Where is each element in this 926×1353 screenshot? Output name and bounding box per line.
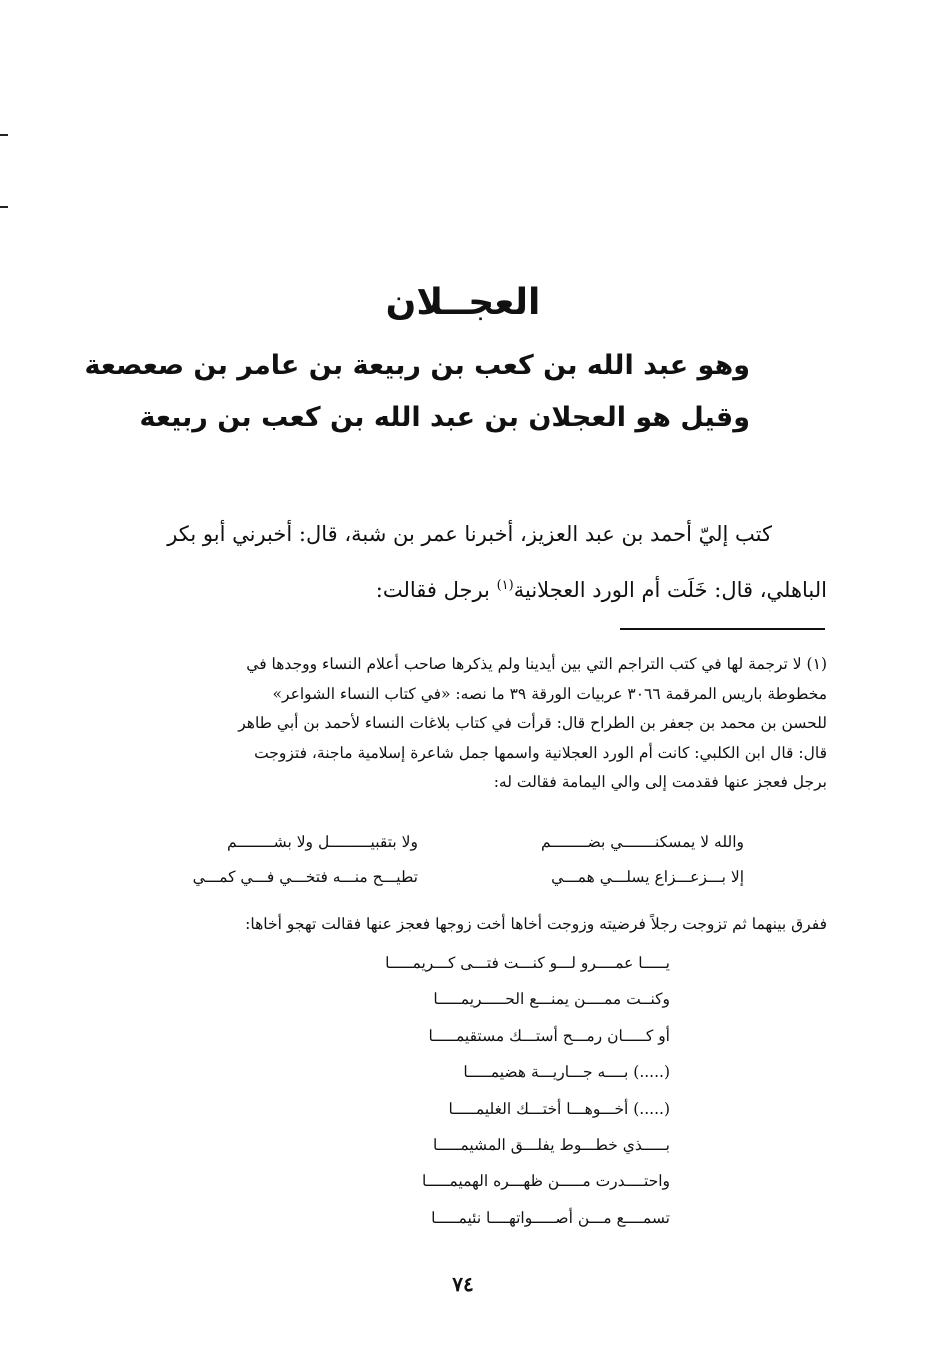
page-number: ٧٤ <box>452 1272 474 1296</box>
chapter-subtitle-line: وهو عبد الله بن كعب بن ربيعة بن عامر بن صعصعة <box>84 350 750 381</box>
footnote-line: (١) لا ترجمة لها في كتب التراجم التي بين أيدينا ولم يذكرها صاحب أعلام النساء ووجدها في <box>246 655 827 673</box>
footnote <box>75 650 827 798</box>
body-line <box>75 560 827 612</box>
footnote-line: مخطوطة باريس المرقمة ٣٠٦٦ عربيات الورقة ٣٩ ما نصه: «في كتاب النساء الشواعر» <box>272 684 827 703</box>
footnote-continuation <box>75 910 827 940</box>
chapter-title: العجــلان <box>385 282 541 323</box>
verse-first-hemistich: إلا بـــزعـــزاع يسلـــي همـــي <box>551 868 744 886</box>
poem-line: بـــــذي خطـــوط يفلـــق المشيمـــــا <box>432 1135 670 1154</box>
poem-line: أو كـــــان رمـــح أستـــك مستقيمـــــا <box>428 1026 670 1045</box>
body-paragraph <box>75 508 827 612</box>
margin-mark <box>0 206 8 208</box>
poem-line: واحتــــدرت مـــــن ظهـــره الهميمـــــا <box>422 1172 670 1191</box>
verse-second-hemistich: تطيـــح منـــه فتخـــي فـــي كمـــي <box>192 868 418 886</box>
verse-second-hemistich: ولا بتقبيـــــــــل ولا بشــــــــم <box>226 833 418 851</box>
body-line: كتب إليّ أحمد بن عبد العزيز، أخبرنا عمر بن شبة، قال: أخبرني أبو بكر <box>167 522 772 546</box>
footnote-line: قال: قال ابن الكلبي: كانت أم الورد العجلانية واسمها جمل شاعرة إسلامية ماجنة، فتزوجت <box>254 743 827 762</box>
verse-first-hemistich: والله لا يمسكنـــــــي بضــــــــم <box>540 833 744 851</box>
poem <box>200 945 670 1236</box>
poem-line: (.....) أخـــوهـــا أختـــك الغليمـــــا <box>448 1099 670 1118</box>
footnote-separator <box>620 628 825 630</box>
poem-line: يـــــا عمــــرو لـــو كنـــت فتـــى كـــريمـــــا <box>385 954 670 972</box>
poem-line: (.....) بــــه جـــاريـــة هضيمـــــا <box>463 1063 670 1082</box>
footnote-line: للحسن بن محمد بن جعفر بن الطراح قال: قرأت في كتاب بلاغات النساء لأحمد بن أبي طاهر <box>238 714 827 733</box>
margin-mark <box>0 134 8 136</box>
body-text-segment: الباهلي، قال: خَلَت أم الورد العجلانية <box>513 578 827 602</box>
chapter-subtitle-line: وقيل هو العجلان بن عبد الله بن كعب بن ربيعة <box>139 402 750 433</box>
poem-line: تسمــــع مـــن أصـــــواتهــــا نئيمـــــا <box>431 1208 670 1227</box>
footnote-line: ففرق بينهما ثم تزوجت رجلاً فرضيته وزوجت أخاها أخت زوجها فعجز عنها فقالت تهجو أخاها: <box>245 915 827 933</box>
footnote-reference[interactable]: (١) <box>496 578 514 593</box>
poem-line: وكنــت ممــــن يمنـــع الحـــــريمـــــا <box>433 990 670 1009</box>
footnote-line: برجل فعجز عنها فقدمت إلى والي اليمامة فقالت له: <box>493 773 827 792</box>
body-text-segment: برجل فقالت: <box>375 578 497 602</box>
